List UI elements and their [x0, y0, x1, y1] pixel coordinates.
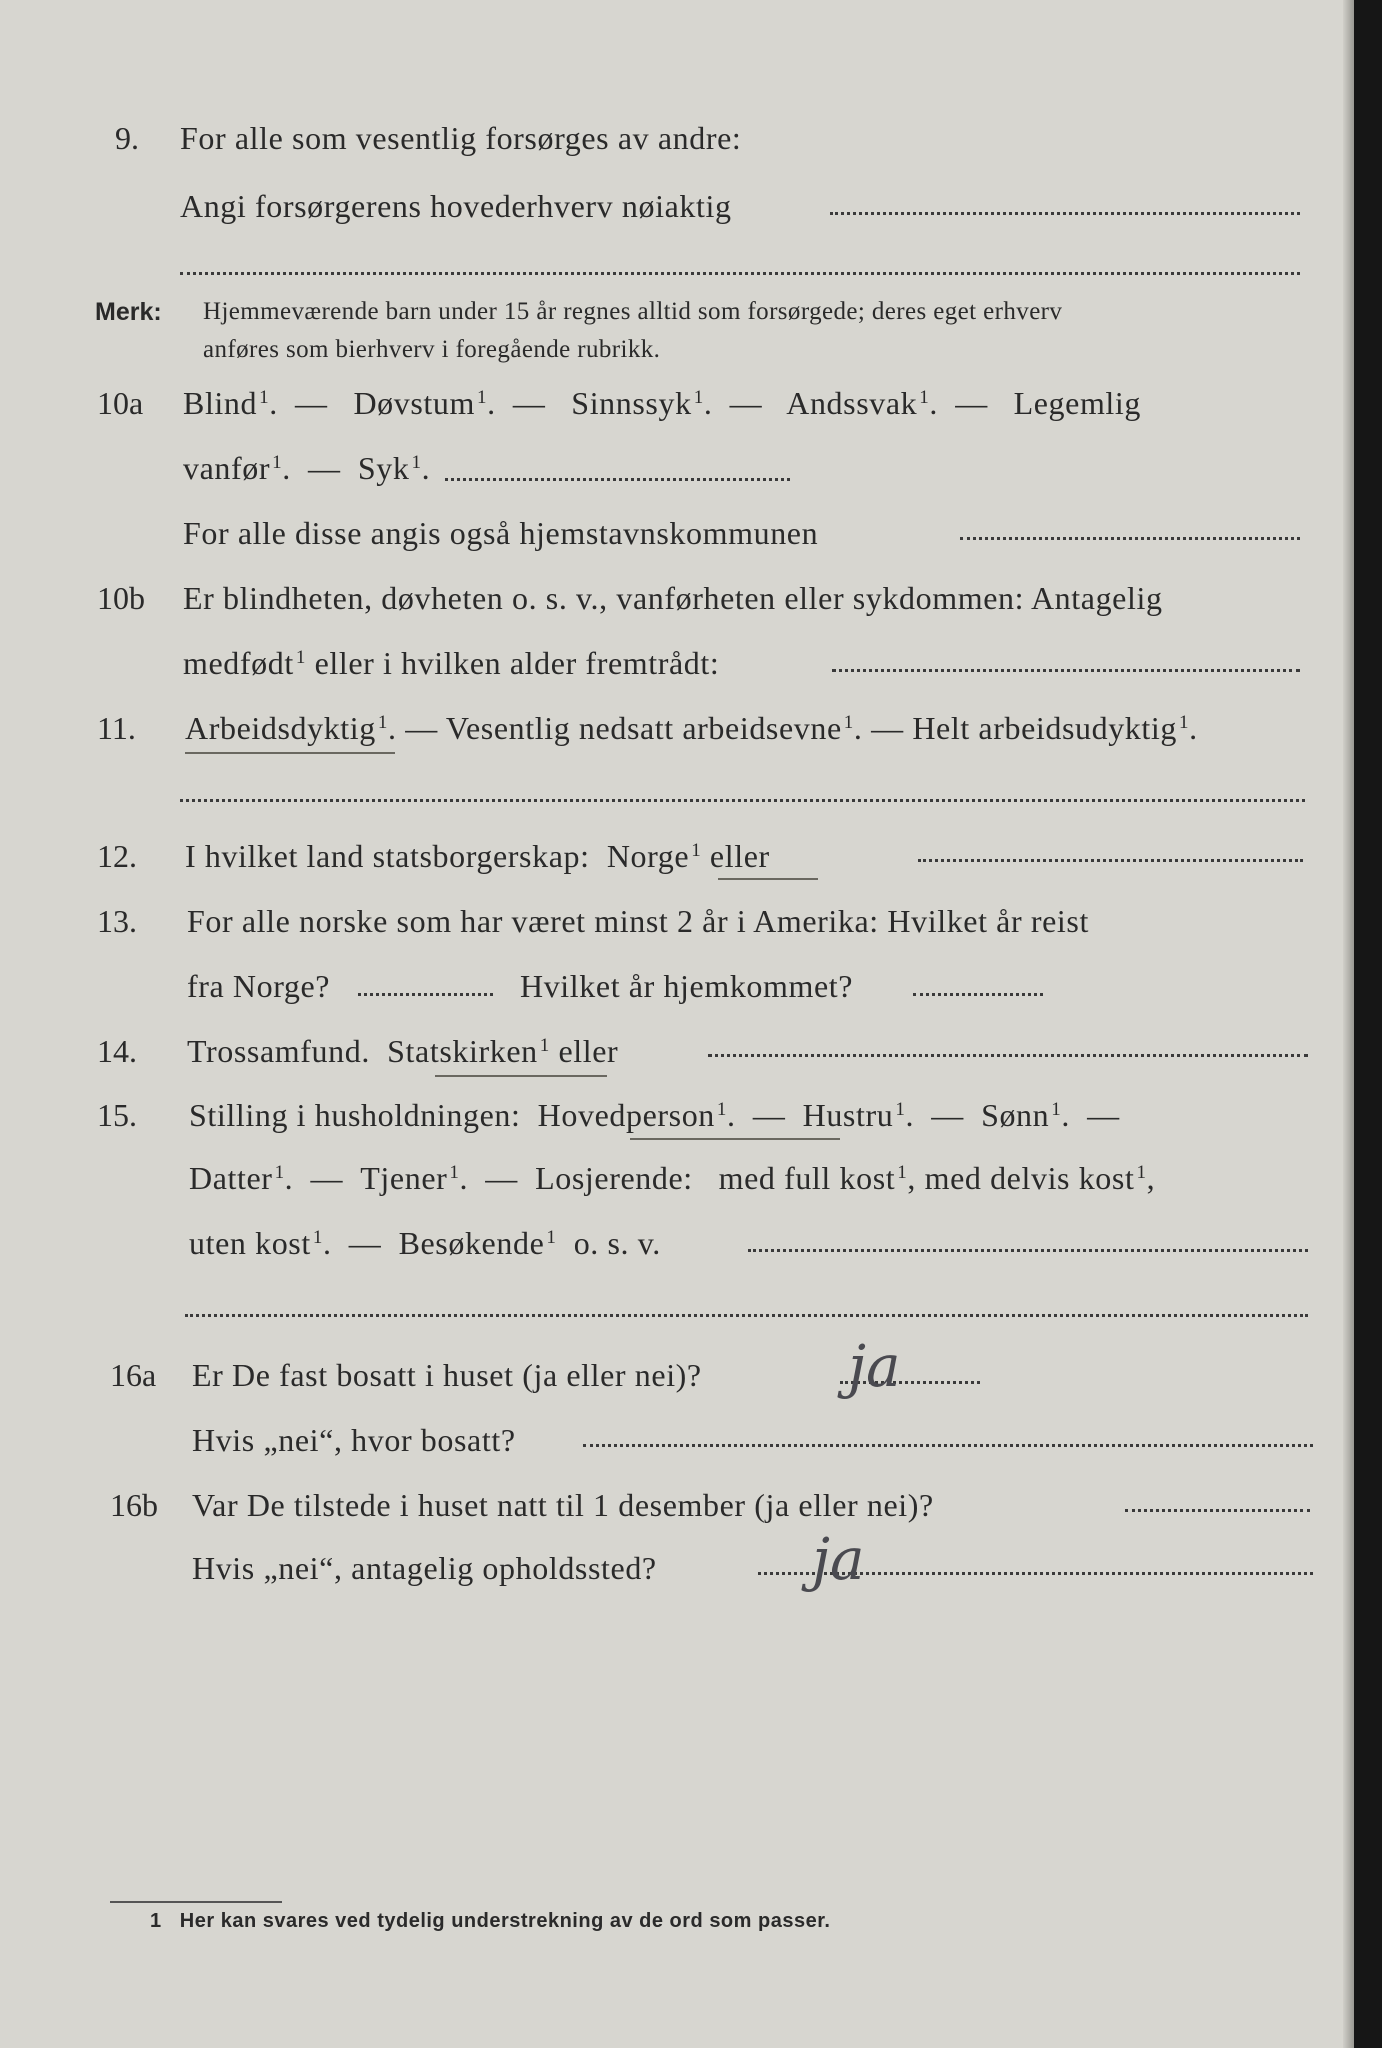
q12-text: I hvilket land statsborgerskap: Norge $^1$ eller	[185, 838, 770, 874]
q9-answer-line[interactable]	[830, 212, 1300, 215]
q14-underline-selected	[435, 1075, 607, 1077]
merk-line-2: anføres som bierhverv i foregående rubrikk.	[203, 336, 661, 363]
merk-label: Merk:	[95, 298, 162, 326]
q10a-line-2: vanfør $^1$. — Syk $^1$.	[183, 450, 431, 486]
q13-line-2b: Hvilket år hjemkommet?	[520, 968, 854, 1004]
q16b-prompt: Var De tilstede i huset natt til 1 desember (ja eller nei)?	[192, 1487, 934, 1523]
q13-line-1: For alle norske som har været minst 2 år i Amerika: Hvilket år reist	[187, 903, 1089, 939]
q10a-answer-line[interactable]	[445, 478, 790, 481]
q14-number: 14.	[97, 1033, 137, 1069]
q15-underline-selected	[630, 1138, 840, 1140]
q16b-followup: Hvis „nei“, antagelig opholdssted?	[192, 1550, 657, 1586]
footnote-rule	[110, 1901, 282, 1903]
q10b-answer-line[interactable]	[832, 669, 1300, 672]
q12-underline-selected	[718, 878, 818, 880]
q12-number: 12.	[97, 838, 137, 874]
q15-line-2: Datter $^1$. — Tjener $^1$. — Losjerende: med full kost $^1$, med delvis kost $^1$,	[189, 1160, 1156, 1196]
q11-options: Arbeidsdyktig $^1$. — Vesentlig nedsatt arbeidsevne $^1$. — Helt arbeidsudyktig $^1$.	[185, 710, 1198, 746]
q16a-followup: Hvis „nei“, hvor bosatt?	[192, 1422, 516, 1458]
q14-text: Trossamfund. Statskirken $^1$ eller	[187, 1033, 619, 1069]
page-edge-border	[1354, 0, 1382, 2048]
q16a-handwritten-answer: ja	[848, 1332, 901, 1400]
q10a-kommune-line[interactable]	[960, 537, 1300, 540]
q11-underline-selected	[185, 752, 395, 754]
q10b-line-1: Er blindheten, døvheten o. s. v., vanførheten eller sykdommen: Antagelig	[183, 580, 1163, 616]
q13-hjemkommet-line[interactable]	[913, 993, 1043, 996]
q14-answer-line[interactable]	[708, 1054, 1308, 1057]
q10b-line-2: medfødt $^1$ eller i hvilken alder fremtrådt:	[183, 645, 720, 681]
q9-heading: For alle som vesentlig forsørges av andre:	[180, 120, 742, 156]
q10a-line-1: Blind $^1$. — Døvstum $^1$. — Sinnssyk $^1$. — Andssvak $^1$. — Legemlig	[183, 385, 1142, 421]
q10a-prompt: For alle disse angis også hjemstavnskommunen	[183, 515, 819, 551]
q16b-number: 16b	[110, 1487, 158, 1523]
q16b-answer-line[interactable]	[1125, 1509, 1310, 1512]
q11-answer-line[interactable]	[180, 799, 1305, 802]
q16a-followup-line[interactable]	[583, 1444, 1313, 1447]
footnote: 1 Her kan svares ved tydelig understrekning av de ord som passer.	[150, 1910, 831, 1932]
q15-answer-line-2[interactable]	[185, 1314, 1308, 1317]
merk-line-1: Hjemmeværende barn under 15 år regnes alltid som forsørgede; deres eget erhverv	[203, 298, 1063, 325]
q12-answer-line[interactable]	[918, 859, 1303, 862]
page-edge-shadow	[1343, 0, 1354, 2048]
q9-prompt: Angi forsørgerens hovederhverv nøiaktig	[180, 188, 732, 224]
q15-answer-line[interactable]	[748, 1249, 1308, 1252]
q11-number: 11.	[97, 710, 136, 746]
q16a-number: 16a	[110, 1357, 157, 1393]
q16a-prompt: Er De fast bosatt i huset (ja eller nei)?	[192, 1357, 702, 1393]
q15-line-3: uten kost $^1$. — Besøkende $^1$ o. s. v.	[189, 1225, 661, 1261]
q15-number: 15.	[97, 1097, 137, 1133]
q9-number: 9.	[115, 120, 139, 156]
q16b-handwritten-answer: ja	[812, 1525, 865, 1593]
q9-answer-line-2[interactable]	[180, 272, 1300, 275]
q15-line-1: Stilling i husholdningen: Hovedperson $^1$. — Hustru $^1$. — Sønn $^1$. —	[189, 1097, 1120, 1133]
q10b-number: 10b	[97, 580, 145, 616]
q13-number: 13.	[97, 903, 137, 939]
q13-reist-line[interactable]	[358, 993, 493, 996]
q10a-number: 10a	[97, 385, 144, 421]
q13-line-2a: fra Norge?	[187, 968, 331, 1004]
